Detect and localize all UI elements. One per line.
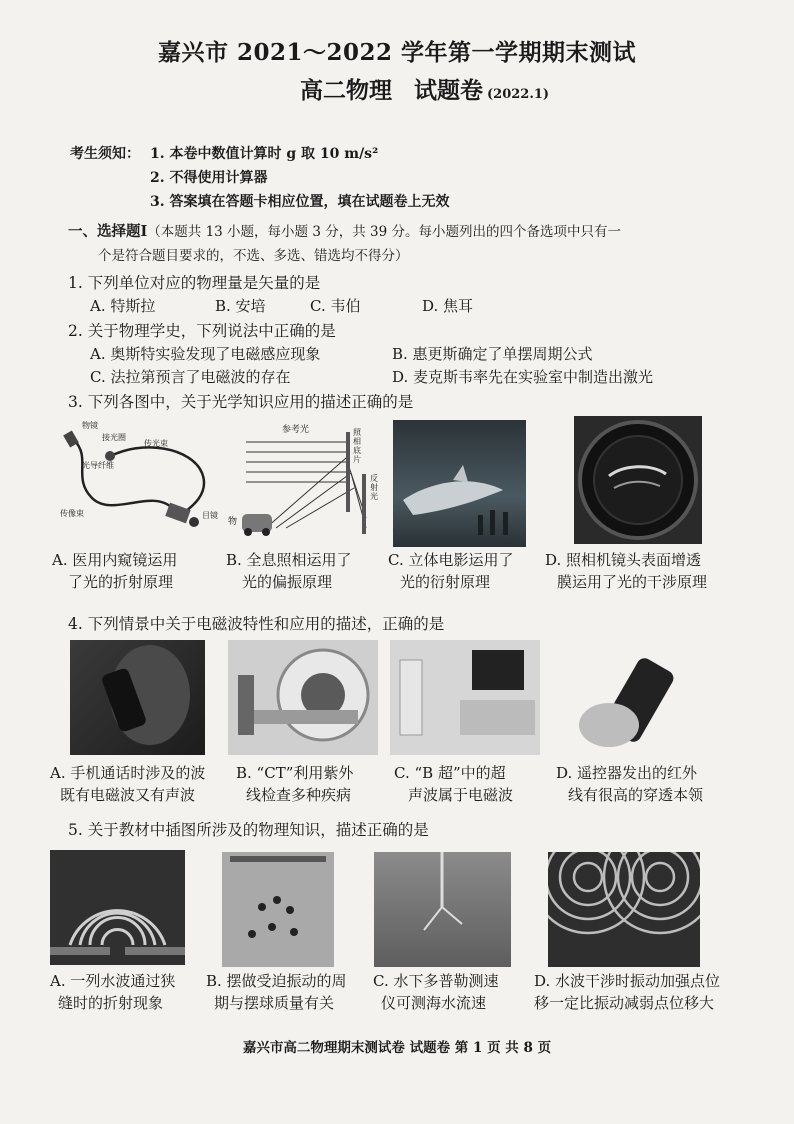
notice-label: 考生须知： (70, 146, 140, 162)
q4-option-c (394, 762, 513, 806)
q5-c-line1: C. 水下多普勒测速 (373, 972, 499, 990)
holography-diagram (226, 418, 386, 543)
label-optical-fiber: 光导纤维 (82, 461, 114, 470)
q5-d-line1: D. 水波干涉时振动加强点位 (534, 972, 721, 990)
q3-b-line2: 光的偏振原理 (242, 573, 333, 591)
q5-stem: 5. 关于教材中插图所涉及的物理知识，描述正确的是 (68, 821, 429, 839)
q4-a-line1: A. 手机通话时涉及的波 (50, 764, 206, 782)
exam-title: 嘉兴市 2021～2022 学年第一学期期末测试 (157, 39, 637, 66)
q1-stem: 1. 下列单位对应的物理量是矢量的是 (68, 274, 321, 292)
q4-c-line2: 声波属于电磁波 (408, 786, 514, 804)
doppler-meter-photo (374, 852, 511, 967)
q3-a-line2: 了光的折射原理 (68, 573, 174, 591)
exam-date: (2022.1) (487, 87, 550, 102)
q3-option-b (226, 549, 352, 593)
q5-option-a (50, 970, 175, 1014)
notice-item-2: 2. 不得使用计算器 (150, 170, 268, 186)
q5-b-line1: B. 摆做受迫振动的周 (206, 972, 347, 990)
exam-subtitle (300, 72, 549, 105)
q4-d-line1: D. 遥控器发出的红外 (556, 764, 698, 782)
q5-option-c (373, 970, 498, 1014)
subject-label: 高二物理 (300, 77, 392, 104)
section-desc-1: （本题共 13 小题，每小题 3 分，共 39 分。每小题列出的四个备选项中只有一 (147, 224, 621, 240)
q4-option-d (556, 762, 703, 806)
q5-c-line2: 仪可测海水流速 (381, 994, 487, 1012)
label-light-ring: 接光圈 (102, 433, 126, 442)
q2-option-c: C. 法拉第预言了电磁波的存在 (90, 368, 291, 386)
q3-c-line2: 光的衍射原理 (400, 573, 491, 591)
pendulum-photo (222, 852, 334, 967)
q1-option-d: D. 焦耳 (422, 297, 474, 315)
page-footer: 嘉兴市高二物理期末测试卷 试题卷 第 1 页 共 8 页 (242, 1040, 552, 1056)
q3-d-line1: D. 照相机镜头表面增透 (545, 551, 702, 569)
label-light-beam: 传光束 (144, 439, 168, 448)
q4-stem: 4. 下列情景中关于电磁波特性和应用的描述，正确的是 (68, 615, 445, 633)
q4-d-line2: 线有很高的穿透本领 (568, 786, 704, 804)
3d-movie-photo (393, 420, 526, 547)
q1-option-c: C. 韦伯 (310, 297, 361, 315)
q3-option-c (388, 549, 513, 593)
section-desc-2: 个是符合题目要求的，不选、多选、错选均不得分） (98, 248, 409, 264)
ct-scanner-photo (228, 640, 378, 755)
q2-option-d: D. 麦克斯韦率先在实验室中制造出激光 (392, 368, 654, 386)
notice-item-1: 1. 本卷中数值计算时 g 取 10 m/s² (150, 146, 379, 162)
b-ultrasound-photo (390, 640, 540, 755)
label-photo-film: 照相底片 (353, 428, 361, 464)
q3-stem: 3. 下列各图中，关于光学知识应用的描述正确的是 (68, 393, 414, 411)
q2-option-b: B. 惠更斯确定了单摆周期公式 (392, 345, 593, 363)
wave-interference-photo (548, 852, 700, 967)
notice-item-3: 3. 答案填在答题卡相应位置，填在试题卷上无效 (150, 194, 450, 210)
q5-b-line2: 期与摆球质量有关 (214, 994, 335, 1012)
q5-option-b (206, 970, 347, 1014)
q4-b-line1: B. “CT”利用紫外 (236, 764, 354, 782)
q3-a-line1: A. 医用内窥镜运用 (52, 551, 178, 569)
water-wave-slit-photo (50, 850, 185, 965)
q1-option-b: B. 安培 (215, 297, 266, 315)
q3-option-a (52, 549, 177, 593)
q4-c-line1: C. “B 超”中的超 (394, 764, 506, 782)
q3-d-line2: 膜运用了光的干涉原理 (557, 573, 708, 591)
q4-option-a (50, 762, 205, 806)
q4-option-b (236, 762, 353, 806)
q2-stem: 2. 关于物理学史，下列说法中正确的是 (68, 322, 336, 340)
q3-c-line1: C. 立体电影运用了 (388, 551, 514, 569)
label-image-bundle: 传像束 (60, 509, 84, 518)
section-heading (68, 220, 748, 268)
q1-option-a: A. 特斯拉 (90, 297, 156, 315)
label-eyepiece: 目镜 (202, 511, 218, 520)
q5-d-line2: 移一定比振动减弱点位移大 (534, 994, 715, 1012)
q5-a-line1: A. 一列水波通过狭 (50, 972, 176, 990)
label-object: 物 (228, 517, 238, 527)
q3-option-d (545, 549, 707, 593)
q2-option-a: A. 奥斯特实验发现了电磁感应现象 (90, 345, 321, 363)
label-reflected-light: 反射光 (370, 474, 378, 501)
phone-call-photo (70, 640, 205, 755)
camera-lens-photo (574, 416, 702, 544)
label-objective: 物镜 (82, 421, 98, 430)
q5-option-d (534, 970, 720, 1014)
endoscope-diagram (52, 418, 222, 543)
paper-label: 试题卷 (414, 77, 483, 104)
q4-a-line2: 既有电磁波又有声波 (60, 786, 196, 804)
section-title: 一、选择题Ⅰ (68, 223, 148, 240)
remote-control-photo (574, 650, 704, 755)
q5-a-line2: 缝时的折射现象 (58, 994, 164, 1012)
q3-b-line1: B. 全息照相运用了 (226, 551, 352, 569)
q4-b-line2: 线检查多种疾病 (246, 786, 352, 804)
label-reference-light: 参考光 (282, 425, 310, 435)
